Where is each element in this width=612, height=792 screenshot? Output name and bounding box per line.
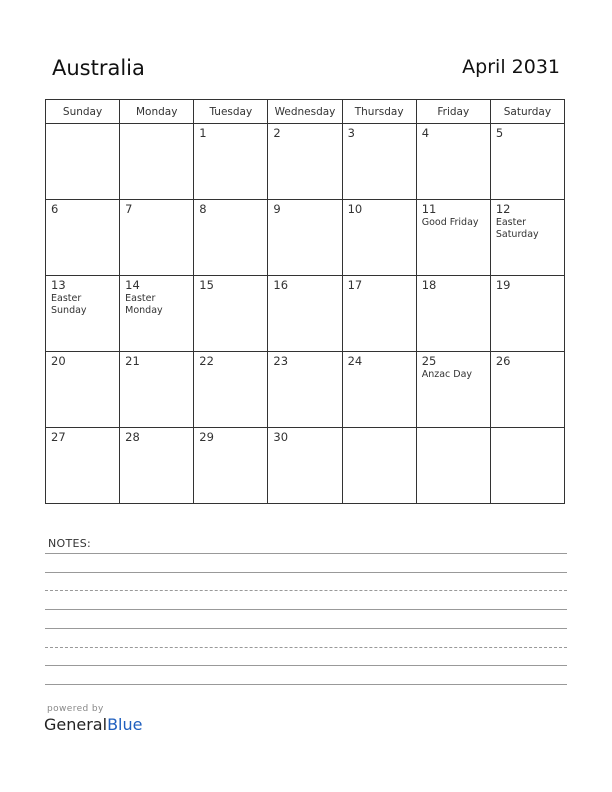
- holiday-label: Easter Sunday: [51, 293, 87, 316]
- weekday-saturday: Saturday: [490, 100, 564, 124]
- weekday-header-row: [46, 100, 565, 124]
- brand-logo: [44, 715, 142, 734]
- holiday-label: Good Friday: [421, 217, 479, 228]
- day-cell-24: [342, 352, 416, 428]
- notes-section: [45, 537, 567, 550]
- day-number: 5: [495, 126, 504, 140]
- week-row: [46, 352, 565, 428]
- day-number: 23: [273, 354, 289, 368]
- note-line: [45, 684, 567, 685]
- weekday-thursday: Thursday: [342, 100, 416, 124]
- day-cell-14: [120, 276, 194, 352]
- weekday-friday: Friday: [416, 100, 490, 124]
- holiday-label: Easter Saturday: [495, 217, 539, 240]
- brand-general: General: [44, 715, 108, 734]
- day-cell-30: [268, 428, 342, 504]
- day-number: 9: [273, 202, 281, 216]
- empty-day-cell: [46, 124, 120, 200]
- day-number: 4: [421, 126, 430, 140]
- note-line: [45, 553, 567, 554]
- day-cell-12: [490, 200, 564, 276]
- day-cell-10: [342, 200, 416, 276]
- day-cell-2: [268, 124, 342, 200]
- day-number: 27: [51, 430, 66, 444]
- day-number: 26: [495, 354, 511, 368]
- day-number: 21: [125, 354, 140, 368]
- day-number: 17: [347, 278, 363, 292]
- weekday-sunday: Sunday: [46, 100, 120, 124]
- week-row: [46, 428, 565, 504]
- day-number: 24: [347, 354, 363, 368]
- weekday-wednesday: Wednesday: [268, 100, 342, 124]
- empty-day-cell: [342, 428, 416, 504]
- day-number: 20: [51, 354, 66, 368]
- day-number: 8: [199, 202, 207, 216]
- day-cell-26: [490, 352, 564, 428]
- holiday-label: Anzac Day: [421, 369, 473, 380]
- day-cell-11: [416, 200, 490, 276]
- day-cell-28: [120, 428, 194, 504]
- empty-day-cell: [120, 124, 194, 200]
- day-cell-21: [120, 352, 194, 428]
- weekday-tuesday: Tuesday: [194, 100, 268, 124]
- day-cell-8: [194, 200, 268, 276]
- day-number: 22: [199, 354, 214, 368]
- day-cell-23: [268, 352, 342, 428]
- calendar-grid: [45, 99, 565, 504]
- empty-day-cell: [490, 428, 564, 504]
- day-cell-5: [490, 124, 564, 200]
- holiday-label: Easter Monday: [125, 293, 163, 316]
- day-number: 16: [273, 278, 289, 292]
- day-number: 7: [125, 202, 133, 216]
- day-number: 12: [495, 202, 511, 216]
- day-number: 1: [199, 126, 207, 140]
- day-cell-1: [194, 124, 268, 200]
- day-cell-15: [194, 276, 268, 352]
- powered-by-text: powered by: [47, 704, 104, 714]
- day-cell-18: [416, 276, 490, 352]
- note-line: [45, 590, 567, 591]
- note-line: [45, 665, 567, 666]
- day-cell-7: [120, 200, 194, 276]
- day-number: 11: [421, 202, 437, 216]
- day-number: 6: [51, 202, 59, 216]
- note-line: [45, 609, 567, 610]
- weekday-monday: Monday: [120, 100, 194, 124]
- empty-day-cell: [416, 428, 490, 504]
- day-number: 29: [199, 430, 214, 444]
- week-row: [46, 200, 565, 276]
- day-number: 19: [495, 278, 511, 292]
- note-line: [45, 647, 567, 648]
- day-number: 2: [273, 126, 281, 140]
- day-cell-20: [46, 352, 120, 428]
- day-cell-29: [194, 428, 268, 504]
- month-year-title: April 2031: [462, 56, 560, 78]
- day-cell-16: [268, 276, 342, 352]
- day-number: 14: [125, 278, 140, 292]
- day-cell-13: [46, 276, 120, 352]
- brand-blue: Blue: [107, 715, 143, 734]
- notes-label: NOTES:: [48, 537, 92, 550]
- week-row: [46, 124, 565, 200]
- day-number: 15: [199, 278, 214, 292]
- day-cell-9: [268, 200, 342, 276]
- week-row: [46, 276, 565, 352]
- day-number: 18: [421, 278, 437, 292]
- footer-branding: [44, 704, 142, 734]
- country-title: Australia: [52, 56, 145, 80]
- day-cell-19: [490, 276, 564, 352]
- day-cell-17: [342, 276, 416, 352]
- day-number: 25: [421, 354, 437, 368]
- day-number: 28: [125, 430, 140, 444]
- day-cell-4: [416, 124, 490, 200]
- day-number: 3: [347, 126, 355, 140]
- day-cell-27: [46, 428, 120, 504]
- day-cell-22: [194, 352, 268, 428]
- day-number: 10: [347, 202, 363, 216]
- day-number: 30: [273, 430, 289, 444]
- note-line: [45, 628, 567, 629]
- day-cell-6: [46, 200, 120, 276]
- day-number: 13: [51, 278, 66, 292]
- day-cell-3: [342, 124, 416, 200]
- note-line: [45, 572, 567, 573]
- day-cell-25: [416, 352, 490, 428]
